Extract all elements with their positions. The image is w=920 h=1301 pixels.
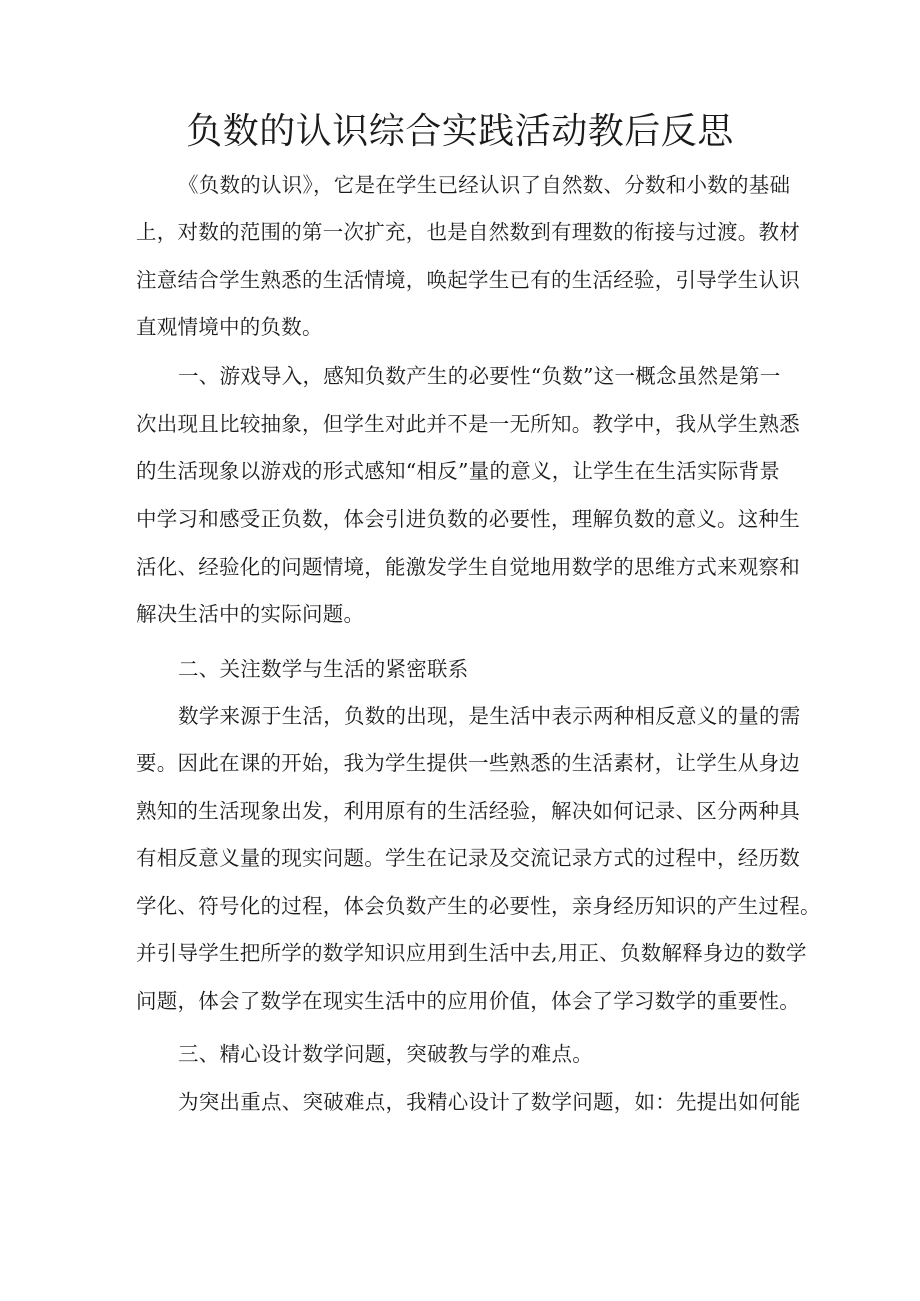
text-line-14: 熟知的生活现象出发，利用原有的生活经验，解决如何记录、区分两种具 <box>136 799 800 823</box>
text-line-15: 有相反意义量的现实问题。学生在记录及交流记录方式的过程中，经历数 <box>136 846 800 870</box>
text-line-7: 的生活现象以游戏的形式感知“相反”量的意义，让学生在生活实际背景 <box>136 459 780 483</box>
text-line-18: 问题，体会了数学在现实生活中的应用价值，体会了学习数学的重要性。 <box>136 989 800 1013</box>
text-line-9: 活化、经验化的问题情境，能激发学生自觉地用数学的思维方式来观察和 <box>136 555 800 579</box>
text-line-8: 中学习和感受正负数，体会引进负数的必要性，理解负数的意义。这种生 <box>136 507 800 531</box>
text-line-16: 学化、符号化的过程，体会负数产生的必要性，亲身经历知识的产生过程。 <box>136 894 821 918</box>
text-line-12: 数学来源于生活，负数的出现，是生活中表示两种相反意义的量的需 <box>178 704 801 728</box>
text-line-6: 次出现且比较抽象，但学生对此并不是一无所知。教学中，我从学生熟悉 <box>136 412 800 436</box>
text-line-2: 上，对数的范围的第一次扩充，也是自然数到有理数的衔接与过渡。教材 <box>136 220 800 244</box>
document-title: 负数的认识综合实践活动教后反思 <box>186 111 734 152</box>
text-line-5: 一、游戏导入，感知负数产生的必要性“负数”这一概念虽然是第一 <box>178 364 781 388</box>
text-line-1: 《负数的认识》，它是在学生已经认识了自然数、分数和小数的基础 <box>178 173 791 197</box>
text-line-20: 为突出重点、突破难点，我精心设计了数学问题，如：先提出如何能 <box>178 1090 801 1114</box>
text-line-10: 解决生活中的实际问题。 <box>136 602 365 626</box>
text-line-17: 并引导学生把所学的数学知识应用到生活中去,用正、负数解释身边的数学 <box>136 941 807 965</box>
text-line-4: 直观情境中的负数。 <box>136 315 323 339</box>
section-heading-3: 三、精心设计数学问题，突破教与学的难点。 <box>178 1042 593 1066</box>
section-heading-2: 二、关注数学与生活的紧密联系 <box>178 657 469 681</box>
text-line-13: 要。因此在课的开始，我为学生提供一些熟悉的生活素材，让学生从身边 <box>136 751 800 775</box>
text-line-3: 注意结合学生熟悉的生活情境，唤起学生已有的生活经验，引导学生认识 <box>136 268 800 292</box>
